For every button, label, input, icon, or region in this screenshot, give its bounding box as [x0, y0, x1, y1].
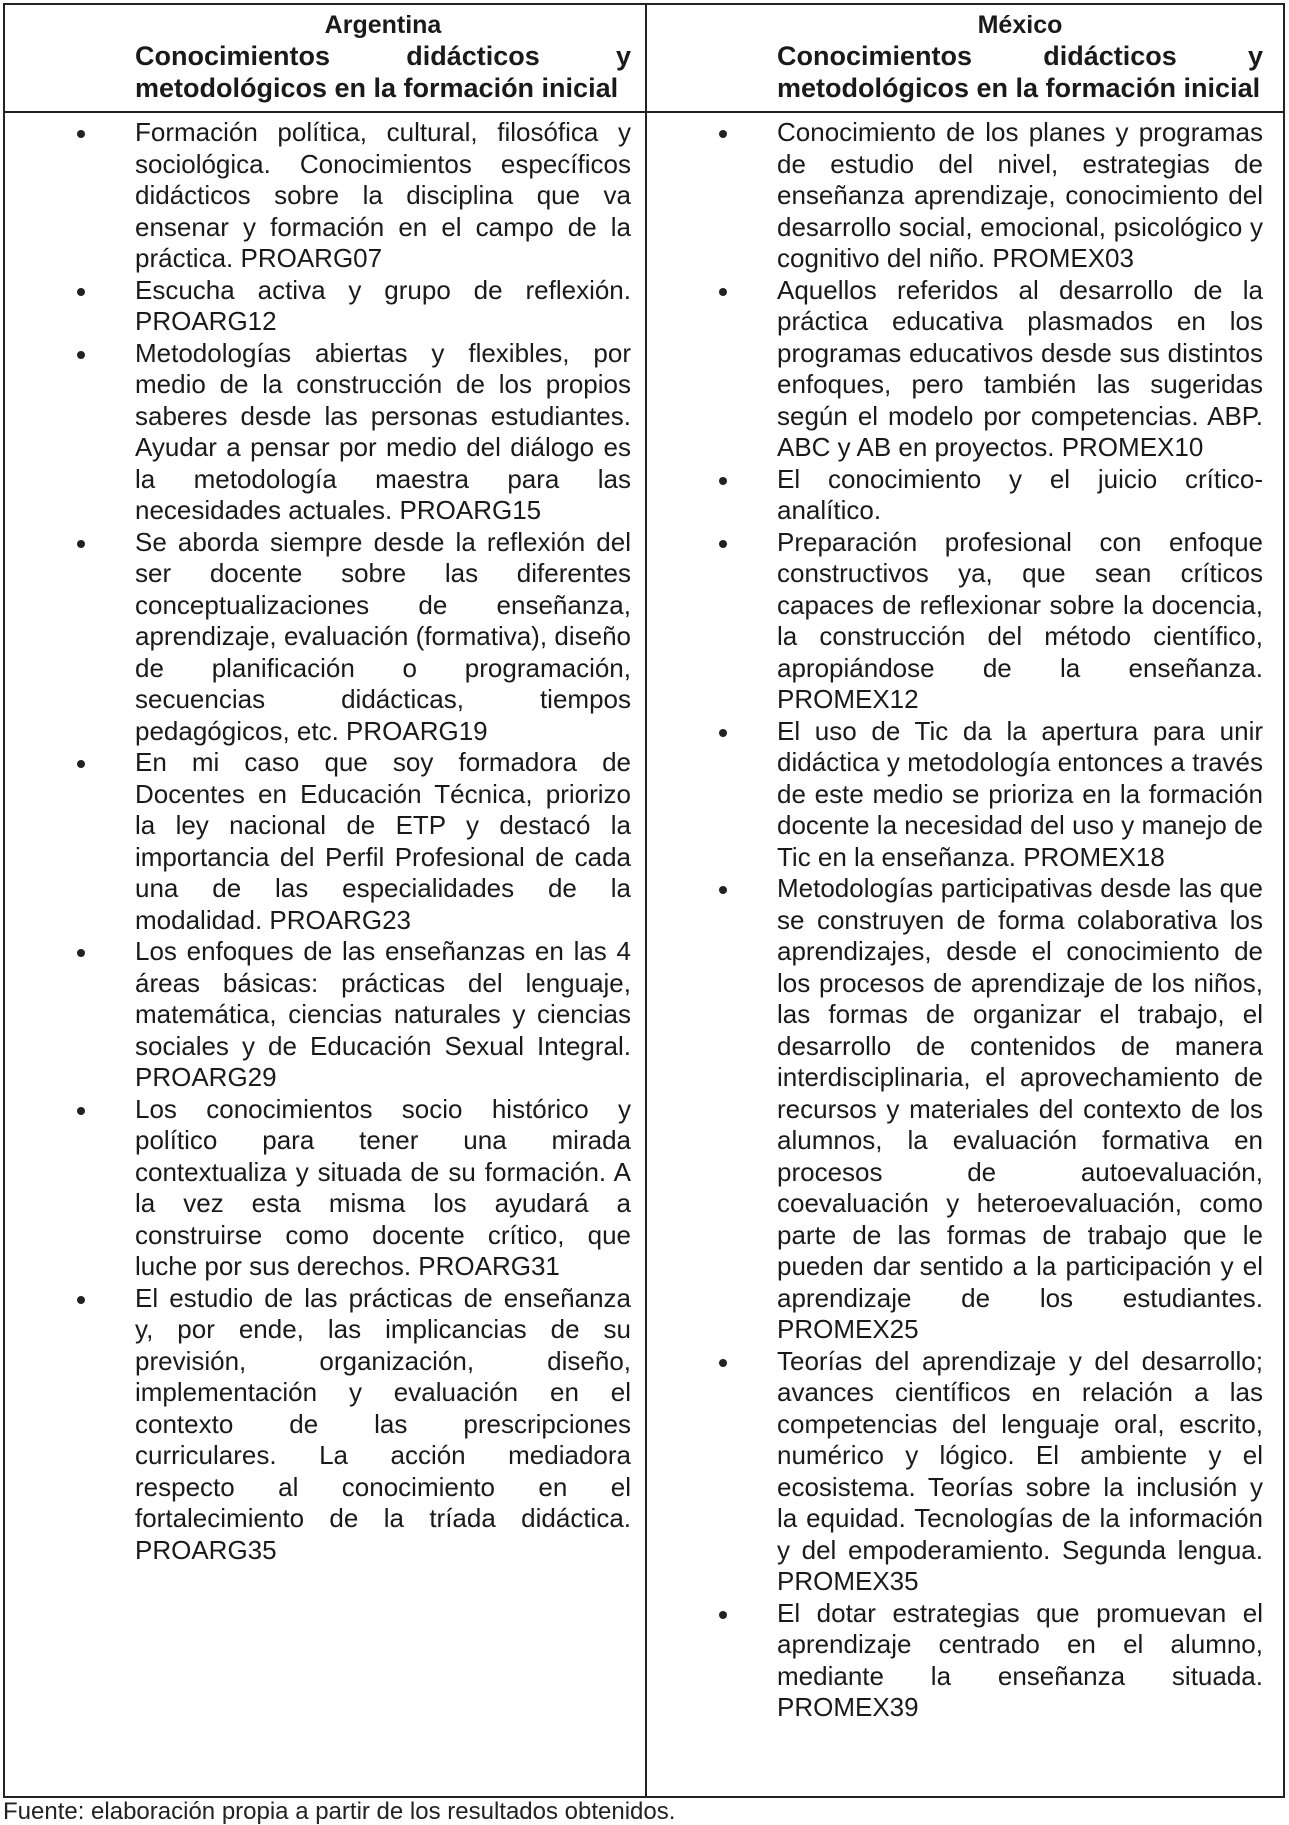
list-item-text: Preparación profesional con enfoque constructivos ya, que sean críticos capaces de reflexionar sobre la docencia, la construcción del método científico, apropiándose de la enseñanza. PROMEX12 [777, 526, 1263, 714]
list-item-text: Teorías del aprendizaje y del desarrollo; avances científicos en relación a las competencias del lenguaje oral, escrito, numérico y lógico. El ambiente y el ecosistema. Teorías sobre la inclusión y la equidad. Tecnologías de la información y del empoderamiento. Segunda lengua. PROMEX35 [777, 1345, 1263, 1596]
list-item-text: El estudio de las prácticas de enseñanza y, por ende, las implicancias de su previsión, organización, diseño, implementación y evaluación en el contexto de las prescripciones curriculares. La acción mediadora respecto al conocimiento en el fortalecimiento de la tríada didáctica. PROARG35 [135, 1282, 631, 1565]
source-note: Fuente: elaboración propia a partir de los resultados obtenidos. [3, 1798, 676, 1825]
list-item [697, 117, 1263, 275]
list-item-text: Aquellos referidos al desarrollo de la práctica educativa plasmados en los programas educativos desde sus distintos enfoques, pero también las sugeridas según el modelo por competencias. ABP. ABC y AB en proyectos. PROMEX10 [777, 274, 1263, 462]
column-mexico [647, 113, 1283, 1796]
bullet-icon [77, 1296, 85, 1304]
bullet-icon [77, 351, 85, 359]
list-item [55, 275, 631, 338]
bullet-icon [77, 1107, 85, 1115]
country-title-mexico: México [977, 11, 1063, 39]
bullet-icon [719, 288, 727, 296]
list-item-text: El uso de Tic da la apertura para unir didáctica y metodología entonces a través de este medio se prioriza en la formación docente la necesidad del uso y manejo de Tic en la enseñanza. PROMEX18 [777, 715, 1263, 872]
list-mexico [697, 117, 1263, 1724]
list-item [697, 1598, 1263, 1724]
bullet-icon [719, 1359, 727, 1367]
comparison-table [3, 3, 1285, 1798]
list-item-text: El dotar estrategias que promuevan el aprendizaje centrado en el alumno, mediante la enseñanza situada. PROMEX39 [777, 1597, 1263, 1722]
list-item [55, 338, 631, 527]
list-item [697, 716, 1263, 874]
list-item-text: Escucha activa y grupo de reflexión. PROARG12 [135, 274, 631, 336]
bullet-icon [77, 288, 85, 296]
list-item [697, 464, 1263, 527]
list-argentina [55, 117, 631, 1566]
list-item-text: Metodologías participativas desde las que se construyen de forma colaborativa los aprendizajes, desde el conocimiento de los procesos de aprendizaje de los niños, las formas de organizar el trabajo, el desarrollo de contenidos de manera interdisciplinaria, el aprovechamiento de recursos y materiales del contexto de los alumnos, la evaluación formativa en procesos de autoevaluación, coevaluación y heteroevaluación, como parte de las formas de trabajo que le pueden dar sentido a la participación y el aprendizaje de los estudiantes. PROMEX25 [777, 873, 1263, 1344]
column-argentina [5, 113, 647, 1796]
bullet-icon [719, 886, 727, 894]
list-item [697, 527, 1263, 716]
column-title-argentina: Conocimientos didácticos y metodológicos en la formación inicial [135, 41, 631, 103]
list-item-text: Los enfoques de las enseñanzas en las 4 áreas básicas: prácticas del lenguaje, matemática, ciencias naturales y ciencias sociales y de Educación Sexual Integral. PROARG29 [135, 936, 631, 1092]
bullet-icon [719, 1611, 727, 1619]
list-item [697, 275, 1263, 464]
header-mexico [647, 5, 1283, 113]
list-item-text: Se aborda siempre desde la reflexión del ser docente sobre las diferentes conceptualizaciones de enseñanza, aprendizaje, evaluación (formativa), diseño de planificación o programación, secuencias didácticas, tiempos pedagógicos, etc. PROARG19 [135, 526, 631, 746]
bullet-icon [719, 729, 727, 737]
bullet-icon [77, 949, 85, 957]
bullet-icon [77, 540, 85, 548]
list-item [55, 527, 631, 748]
column-title-mexico: Conocimientos didácticos y metodológicos en la formación inicial [777, 41, 1263, 103]
list-item-text: El conocimiento y el juicio crítico-analítico. [777, 463, 1263, 525]
country-title-argentina: Argentina [324, 11, 442, 39]
bullet-icon [719, 130, 727, 138]
bullet-icon [719, 540, 727, 548]
list-item [55, 747, 631, 936]
list-item-text: Metodologías abiertas y flexibles, por medio de la construcción de los propios saberes desde las personas estudiantes. Ayudar a pensar por medio del diálogo es la metodología maestra para las necesidades actuales. PROARG15 [135, 337, 631, 525]
list-item [55, 1283, 631, 1567]
list-item-text: Los conocimientos socio histórico y político para tener una mirada contextualiza y situada de su formación. A la vez esta misma los ayudará a construirse como docente crítico, que luche por sus derechos. PROARG31 [135, 1093, 631, 1281]
list-item [697, 873, 1263, 1346]
list-item-text: Conocimiento de los planes y programas de estudio del nivel, estrategias de enseñanza aprendizaje, conocimiento del desarrollo social, emocional, psicológico y cognitivo del niño. PROMEX03 [777, 117, 1263, 273]
header-argentina [5, 5, 647, 113]
list-item [55, 936, 631, 1094]
list-item [697, 1346, 1263, 1598]
bullet-icon [77, 760, 85, 768]
list-item-text: En mi caso que soy formadora de Docentes en Educación Técnica, priorizo la ley nacional de ETP y destacó la importancia del Perfil Profesional de cada una de las especialidades de la modalidad. PROARG23 [135, 747, 631, 935]
list-item [55, 1094, 631, 1283]
list-item [55, 117, 631, 275]
list-item-text: Formación política, cultural, filosófica y sociológica. Conocimientos específicos didácticos sobre la disciplina que va ensenar y formación en el campo de la práctica. PROARG07 [135, 117, 631, 273]
bullet-icon [77, 130, 85, 138]
bullet-icon [719, 477, 727, 485]
